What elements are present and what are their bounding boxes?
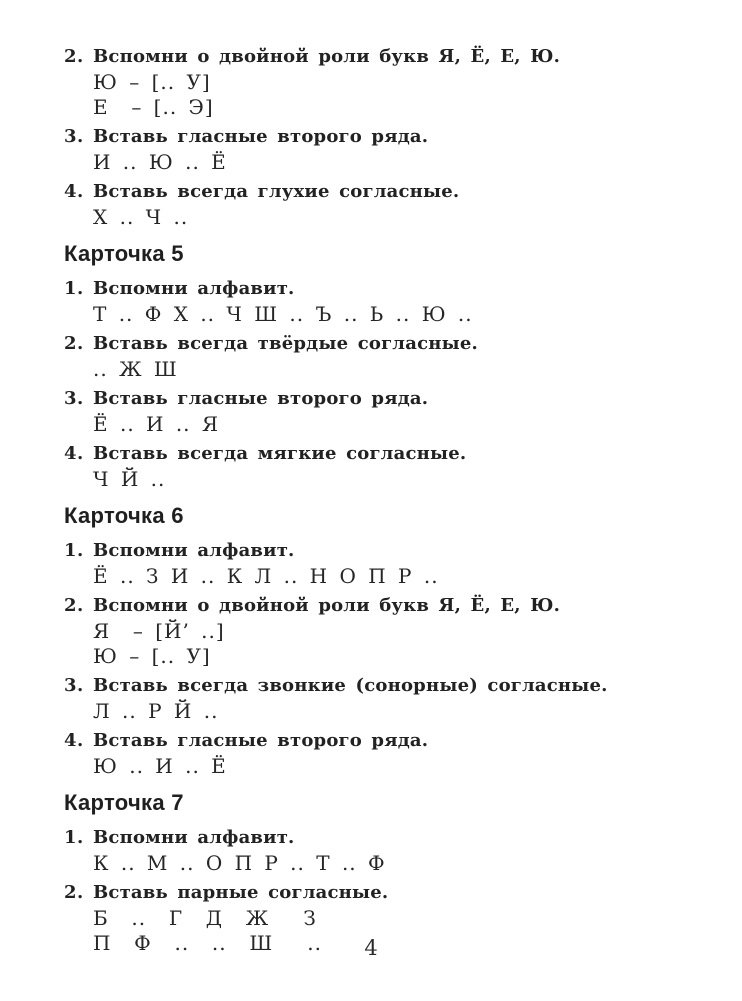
page-number: 4	[364, 936, 378, 960]
task-heading: Вставь гласные второго ряда.	[93, 730, 429, 751]
task-number: 4.	[64, 443, 84, 464]
task-answer-line: .. Ж Ш	[93, 357, 178, 381]
task-number: 1.	[64, 278, 84, 299]
task-heading-row	[64, 730, 702, 752]
task-answer-line: Ю – [.. У]	[93, 644, 211, 668]
task-answer-line: Л .. Р Й ..	[93, 699, 219, 723]
task-heading-row	[64, 827, 702, 849]
card-title: Карточка 6	[64, 503, 184, 528]
task-answer-line: К .. М .. О П Р .. Т .. Ф	[93, 851, 386, 875]
card-tasks	[64, 540, 702, 777]
task-item	[64, 827, 702, 874]
task-lines	[64, 413, 702, 435]
task-lines	[64, 71, 702, 118]
task-number: 3.	[64, 388, 84, 409]
task-number: 2.	[64, 46, 84, 67]
card-section	[64, 46, 702, 228]
task-answer-line: Ю .. И .. Ё	[93, 754, 227, 778]
task-heading-row	[64, 388, 702, 410]
task-lines	[64, 358, 702, 380]
task-heading-row	[64, 675, 702, 697]
task-heading-row	[64, 882, 702, 904]
task-item	[64, 278, 702, 325]
task-heading-row	[64, 540, 702, 562]
task-answer-line: Т .. Ф Х .. Ч Ш .. Ъ .. Ь .. Ю ..	[93, 302, 473, 326]
card-section	[64, 791, 702, 954]
task-number: 3.	[64, 675, 84, 696]
task-heading-row	[64, 46, 702, 68]
task-item	[64, 675, 702, 722]
task-answer-line: П Ф .. .. Ш ..	[93, 931, 322, 955]
task-heading: Вспомни алфавит.	[93, 278, 295, 299]
task-lines	[64, 151, 702, 173]
task-number: 4.	[64, 181, 84, 202]
task-heading-row	[64, 443, 702, 465]
card-title: Карточка 7	[64, 790, 184, 815]
task-number: 4.	[64, 730, 84, 751]
task-lines	[64, 303, 702, 325]
task-heading: Вспомни алфавит.	[93, 827, 295, 848]
task-lines	[64, 620, 702, 667]
task-heading: Вставь парные согласные.	[93, 882, 389, 903]
card-title: Карточка 5	[64, 241, 184, 266]
task-number: 1.	[64, 827, 84, 848]
task-item	[64, 388, 702, 435]
task-item	[64, 730, 702, 777]
task-answer-line: Ч Й ..	[93, 467, 166, 491]
task-heading-row	[64, 181, 702, 203]
task-item	[64, 126, 702, 173]
task-item	[64, 46, 702, 118]
task-answer-line: Я – [Й’ ..]	[93, 619, 225, 643]
task-lines	[64, 755, 702, 777]
task-item	[64, 443, 702, 490]
task-heading: Вставь всегда мягкие согласные.	[93, 443, 467, 464]
task-heading: Вставь гласные второго ряда.	[93, 126, 429, 147]
card-tasks	[64, 827, 702, 954]
task-answer-line: Х .. Ч ..	[93, 205, 189, 229]
task-item	[64, 333, 702, 380]
task-answer-line: Ю – [.. У]	[93, 70, 211, 94]
task-lines	[64, 565, 702, 587]
task-heading-row	[64, 595, 702, 617]
task-number: 2.	[64, 595, 84, 616]
task-number: 2.	[64, 882, 84, 903]
task-item	[64, 540, 702, 587]
task-heading: Вставь всегда глухие согласные.	[93, 181, 460, 202]
task-item	[64, 595, 702, 667]
card-tasks	[64, 278, 702, 490]
task-heading-row	[64, 333, 702, 355]
task-heading: Вспомни о двойной роли букв Я, Ё, Е, Ю.	[93, 46, 561, 67]
task-heading: Вставь гласные второго ряда.	[93, 388, 429, 409]
task-number: 3.	[64, 126, 84, 147]
task-lines	[64, 206, 702, 228]
task-heading: Вставь всегда звонкие (сонорные) согласные.	[93, 675, 608, 696]
task-answer-line: Е – [.. Э]	[93, 95, 214, 119]
task-answer-line: Б .. Г Д Ж З	[93, 906, 317, 930]
task-lines	[64, 700, 702, 722]
task-heading: Вспомни алфавит.	[93, 540, 295, 561]
task-number: 2.	[64, 333, 84, 354]
task-lines	[64, 852, 702, 874]
page-content	[64, 46, 702, 954]
card-section	[64, 242, 702, 490]
task-heading: Вставь всегда твёрдые согласные.	[93, 333, 478, 354]
task-heading-row	[64, 278, 702, 300]
task-number: 1.	[64, 540, 84, 561]
task-answer-line: И .. Ю .. Ё	[93, 150, 227, 174]
card-section	[64, 504, 702, 777]
task-answer-line: Ё .. З И .. К Л .. Н О П Р ..	[93, 564, 439, 588]
task-item	[64, 181, 702, 228]
task-heading: Вспомни о двойной роли букв Я, Ё, Е, Ю.	[93, 595, 561, 616]
card-tasks	[64, 46, 702, 228]
task-heading-row	[64, 126, 702, 148]
task-answer-line: Ё .. И .. Я	[93, 412, 220, 436]
task-lines	[64, 468, 702, 490]
